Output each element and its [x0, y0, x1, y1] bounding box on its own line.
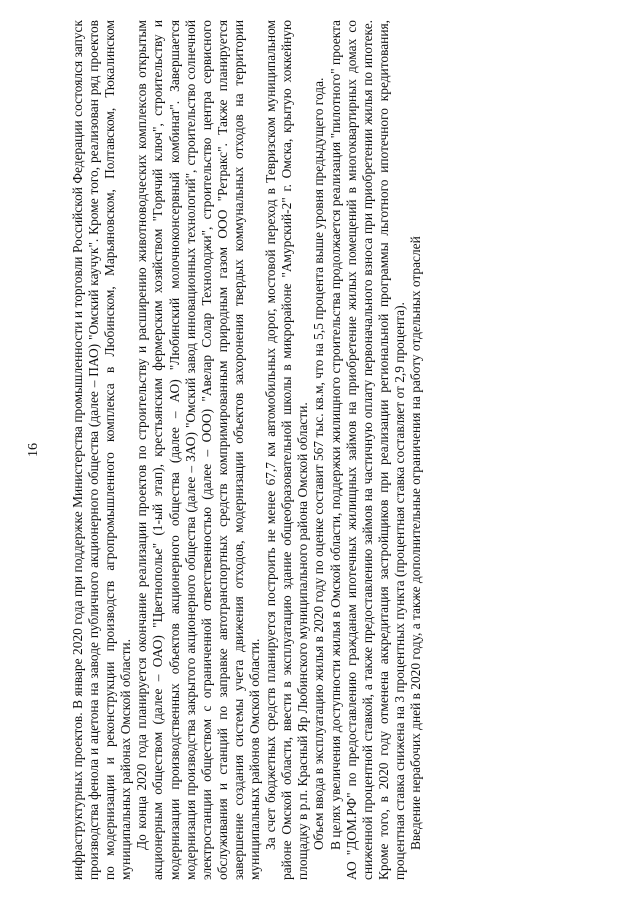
paragraph-4: Объем ввода в эксплуатацию жилья в 2020 году по оценке составит 567 тыс. кв.м, что на 5,5 процента выше уровня предыдущего года.: [311, 77, 327, 850]
paragraph-2: До конца 2020 года планируется окончание реализации проектов по строительству и расширению животноводческих комплексов открытым акционерным обществом (далее – ОАО) "Цветнополье" (1-ый этап), крестьянским фермерским хозяйством "Горячий ключ", строительству и модернизации производственных объектов акционерного общества (далее – АО) "Любинский молочноконсервный комбинат". Завершается модернизация производства закрытого акционерного общества (далее – ЗАО) "Омский завод инновационных технологий", строительство солнечной электростанции обществом с ограниченной ответственностью (далее – ООО) "Авелар Солар Технолоджи", строительство центра сервисного обслуживания и станций по заправке автотранспортных средств компримированным природным газом ООО "Ретракс". Также планируется завершение создания системы учета движения отходов, модернизации объектов захоронения твердых коммунальных отходов на территории муниципальных районов Омской области.: [134, 20, 263, 880]
paragraph-6: Введение нерабочих дней в 2020 году, а также дополнительные ограничения на работу отдельных отраслей: [407, 236, 423, 850]
page-number: 16: [26, 443, 41, 457]
body-text: [70, 20, 424, 880]
paragraph-3: За счет бюджетных средств планируется построить не менее 67,7 км автомобильных дорог, мостовой переход в Тевризском муниципальном районе Омской области, ввести в эксплуатацию здание общеобразовательной школы в микрорайоне "Амурский-2" г. Омска, крытую хоккейную площадку в р.п. Красный Яр Любинского муниципального района Омской области.: [263, 20, 311, 880]
paragraph-1: инфраструктурных проектов. В январе 2020 года при поддержке Министерства промышленности и торговли Российской Федерации состоялся запуск производства фенола и ацетона на заводе публичного акционерного общества (далее – ПАО) "Омский каучук". Кроме того, реализован ряд проектов по модернизации и реконструкции производств агропромышленного комплекса в Любинском, Марьяновском, Полтавском, Тюкалинском муниципальных районах Омской области.: [70, 20, 134, 880]
paragraph-5: В целях увеличения доступности жилья в Омской области, поддержки жилищного строительства продолжается реализация "пилотного" проекта АО "ДОМ.РФ" по предоставлению гражданам ипотечных жилищных займов на приобретение жилых помещений в многоквартирных домах со сниженной процентной ставкой, а также предоставлению займов на частичную оплату первоначального взноса при приобретении жилья по ипотеке. Кроме того, в 2020 году отменена аккредитация застройщиков при реализации региональной программы льготного ипотечного кредитования, процентная ставка снижена на 3 процентных пункта (процентная ставка составляет от 2,9 процента).: [327, 20, 407, 880]
rotated-page-content: [26, 20, 616, 880]
